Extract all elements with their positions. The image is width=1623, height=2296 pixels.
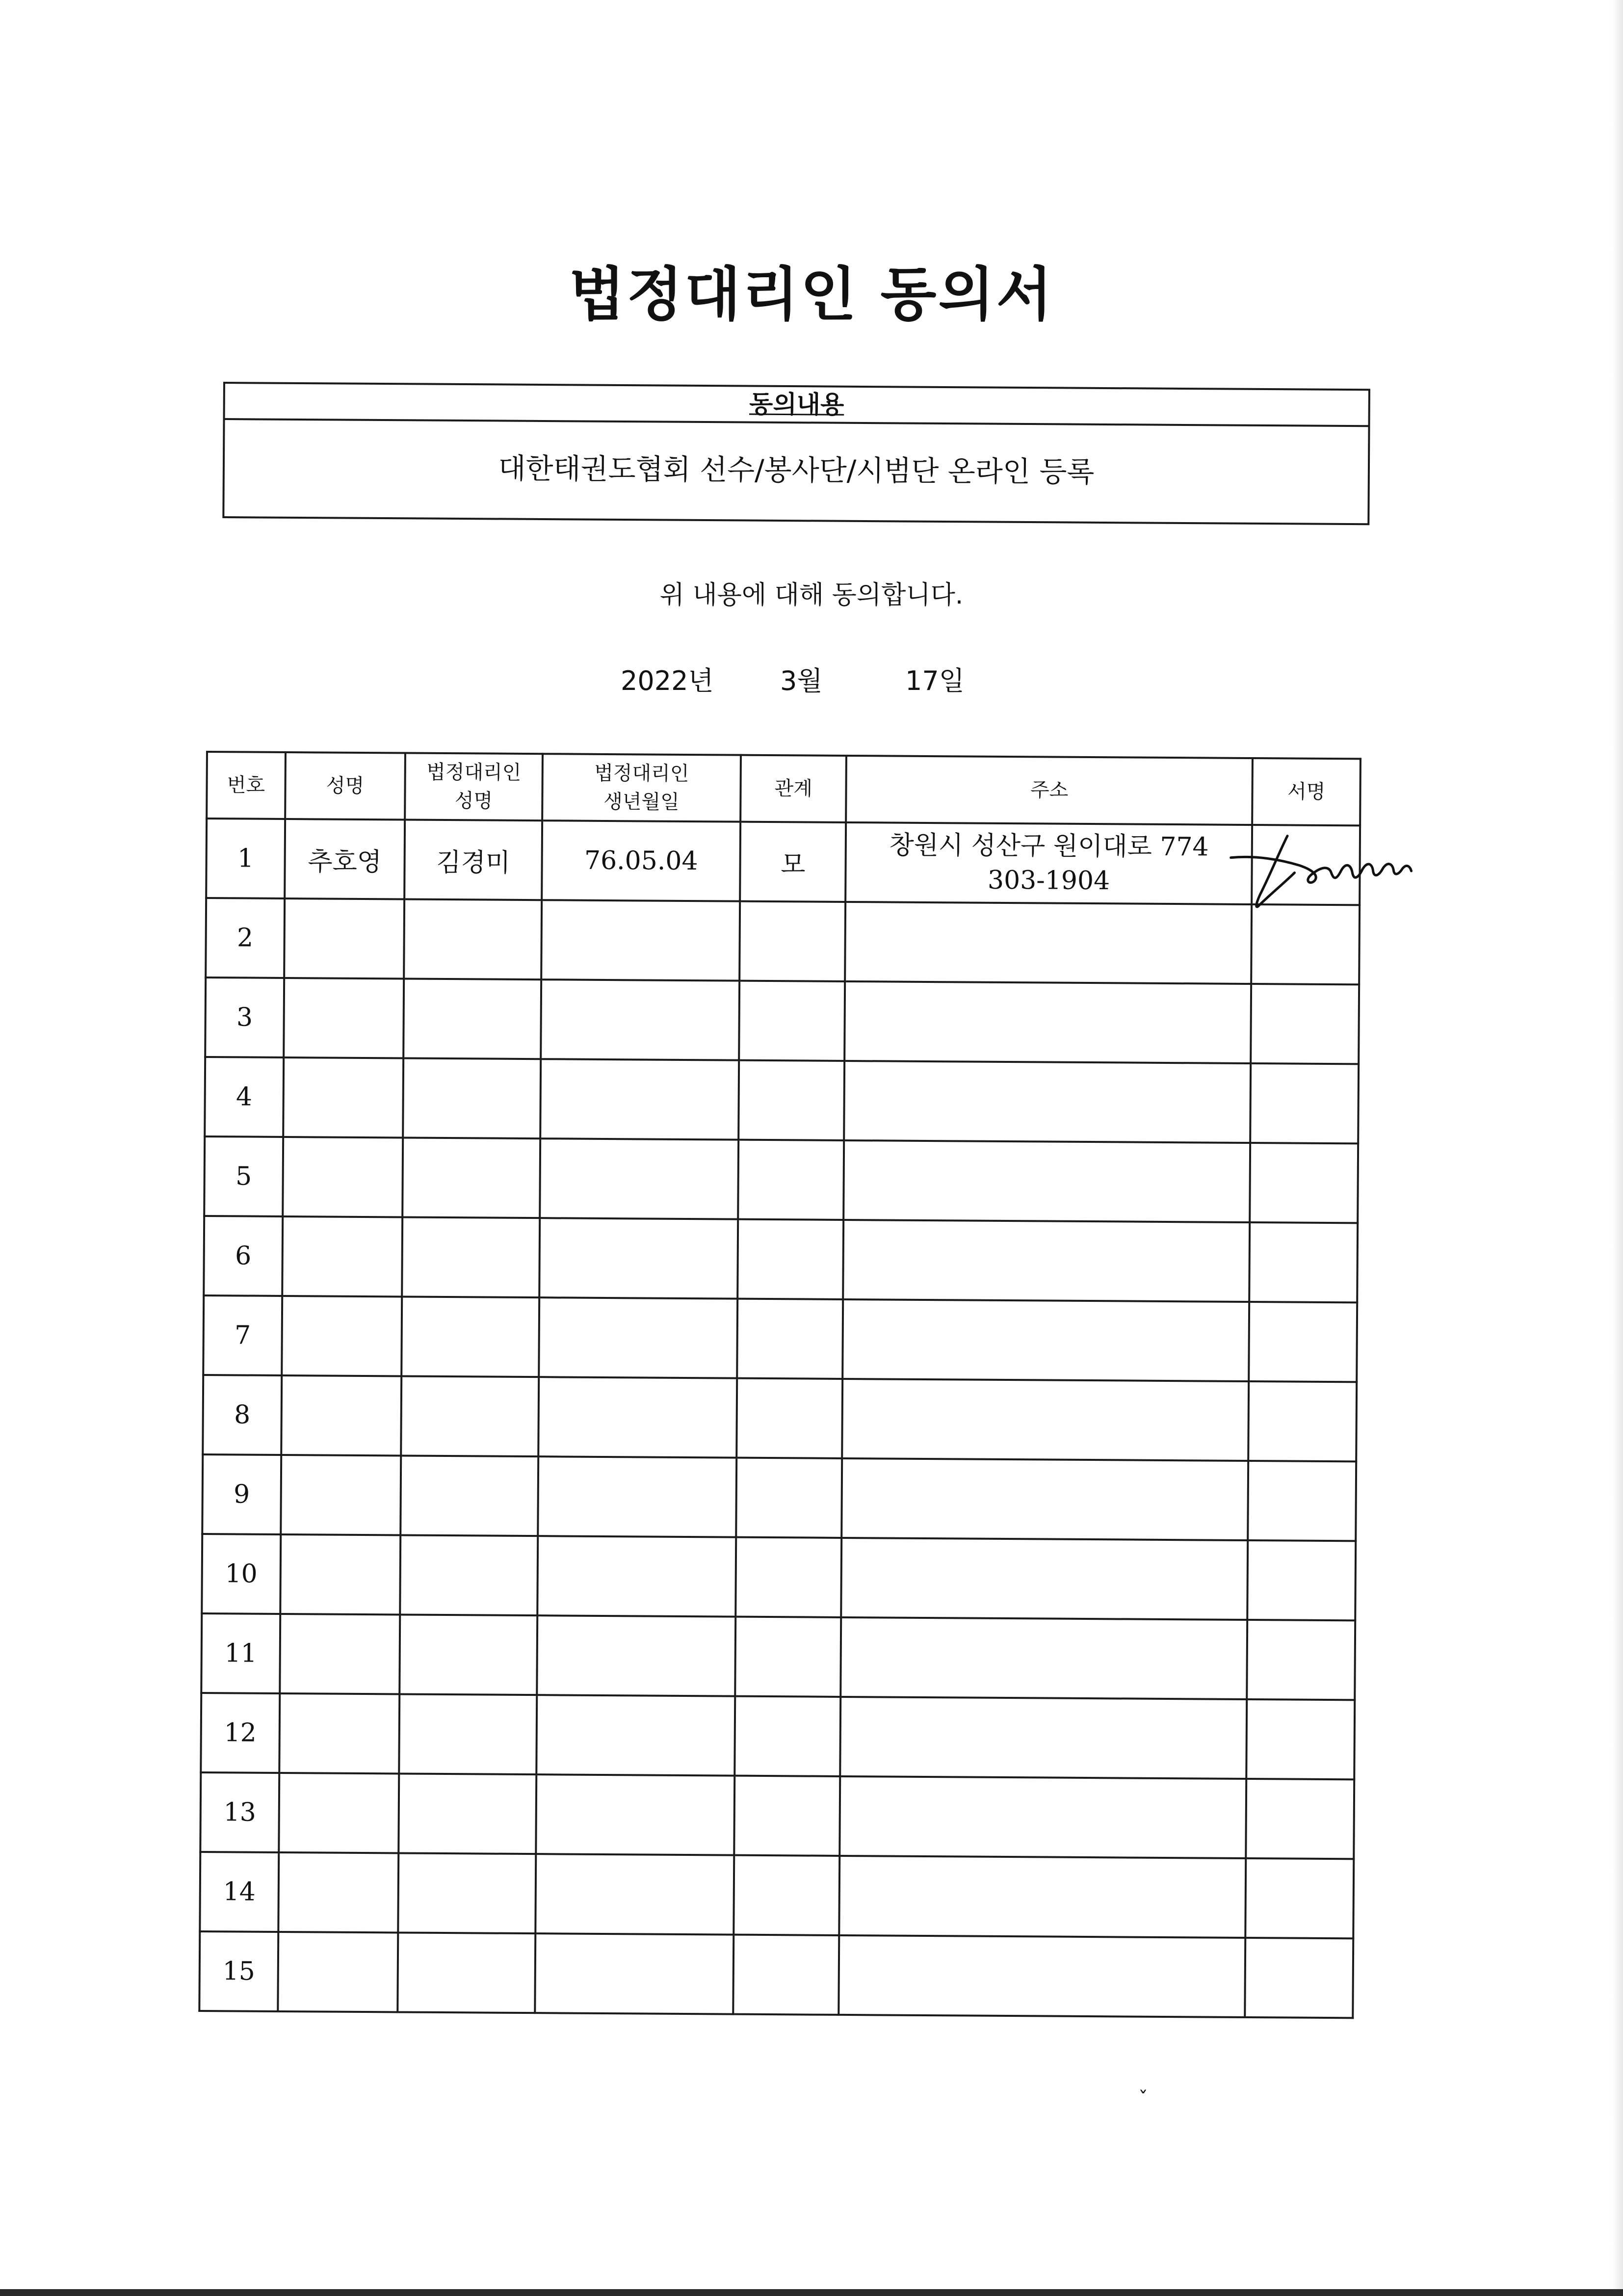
row-signature: [1247, 1699, 1355, 1779]
row-relation: [736, 1458, 842, 1538]
row-relation: [738, 1219, 844, 1299]
row-number: 1: [206, 818, 285, 898]
scan-edge-right: [1612, 0, 1623, 2296]
row-number: 3: [205, 977, 284, 1057]
row-name: [283, 1057, 404, 1137]
document-title: 법정대리인 동의서: [569, 261, 1054, 328]
row-name: 추호영: [285, 819, 405, 899]
agreement-statement: 위 내용에 대해 동의합니다.: [659, 581, 964, 610]
row-address: [842, 1299, 1249, 1381]
row-name: [283, 1137, 403, 1217]
row-rep-birth: [538, 1456, 737, 1537]
row-name: [284, 978, 404, 1058]
row-number: 13: [200, 1772, 279, 1852]
table-row: [206, 898, 1360, 984]
consent-header-label: 동의내용: [749, 390, 844, 419]
row-number: 2: [206, 898, 285, 978]
row-relation: [739, 1060, 845, 1140]
date-year: 2022년: [621, 665, 714, 696]
row-rep-name: [402, 1217, 540, 1297]
row-rep-name: [399, 1773, 536, 1854]
row-rep-birth: [538, 1377, 737, 1457]
header-signature: 서명: [1252, 758, 1360, 825]
row-signature: [1248, 1540, 1356, 1620]
consent-box: [222, 382, 1370, 525]
row-relation: [735, 1696, 841, 1776]
row-rep-birth: [536, 1774, 735, 1855]
footer-mark: ˇ: [1138, 2088, 1148, 2111]
row-signature: [1252, 825, 1361, 905]
row-relation: [738, 1140, 844, 1220]
row-rep-name: [400, 1535, 538, 1615]
header-rep-birth: [542, 754, 741, 821]
row-relation: 모: [740, 822, 846, 902]
row-relation: [733, 1935, 839, 2015]
table-row: [204, 1216, 1358, 1302]
row-address: [842, 1379, 1249, 1461]
row-number: 7: [203, 1295, 282, 1375]
row-number: 6: [204, 1216, 283, 1296]
table-row: [201, 1693, 1355, 1779]
row-rep-name: 김경미: [404, 819, 542, 900]
table-row: [202, 1454, 1356, 1541]
table-row: [203, 1295, 1357, 1382]
row-signature: [1246, 1779, 1355, 1859]
row-name: [279, 1773, 399, 1853]
row-rep-birth: [541, 979, 740, 1060]
row-signature: [1249, 1381, 1357, 1461]
row-rep-birth: [541, 900, 740, 980]
row-number: 11: [201, 1613, 280, 1693]
row-address: [845, 902, 1252, 984]
row-name: [279, 1693, 400, 1773]
table-row: [205, 1057, 1359, 1143]
table-header-row: [207, 752, 1361, 825]
row-address: [839, 1856, 1246, 1938]
row-rep-name: [399, 1694, 537, 1774]
row-signature: [1250, 1143, 1359, 1223]
row-rep-name: [402, 1296, 539, 1377]
row-relation: [734, 1776, 840, 1856]
row-rep-name: [404, 899, 541, 979]
header-number: 번호: [207, 752, 286, 819]
table-row: [204, 1136, 1358, 1223]
table-row: [201, 1613, 1355, 1700]
row-rep-birth: [535, 1854, 734, 1934]
row-name: [278, 1852, 399, 1932]
row-rep-name: [400, 1614, 537, 1695]
row-address: [843, 1140, 1250, 1222]
row-rep-birth: [540, 1138, 739, 1219]
table-row: [199, 1931, 1353, 2018]
row-address: [841, 1458, 1248, 1540]
row-address: [844, 981, 1251, 1063]
row-name: [282, 1296, 402, 1376]
row-rep-name: [403, 1058, 541, 1138]
consent-header: [225, 384, 1368, 427]
row-address: [838, 1935, 1245, 2017]
row-signature: [1250, 1222, 1358, 1302]
row-relation: [735, 1617, 841, 1697]
row-rep-name: [404, 978, 541, 1059]
row-relation: [740, 901, 846, 981]
header-name: 성명: [285, 752, 405, 819]
consent-content: 대한태권도협회 선수/봉사단/시범단 온라인 등록: [498, 451, 1095, 489]
row-rep-name: [403, 1137, 540, 1218]
representative-table: [198, 751, 1361, 2019]
row-name: [281, 1455, 401, 1535]
row-rep-birth: [539, 1297, 738, 1378]
row-number: 5: [204, 1136, 283, 1216]
row-name: [284, 898, 405, 978]
row-address: [844, 1061, 1251, 1143]
row-address: [840, 1617, 1247, 1699]
row-relation: [737, 1299, 843, 1379]
row-rep-birth: 76.05.04: [542, 820, 741, 901]
row-rep-name: [401, 1455, 538, 1536]
row-relation: [739, 981, 845, 1061]
header-rep-name-line1: 법정대리인: [426, 761, 522, 784]
row-number: 15: [199, 1931, 278, 2011]
row-number: 14: [200, 1852, 279, 1932]
row-rep-birth: [539, 1218, 738, 1298]
row-signature: [1249, 1302, 1358, 1382]
header-rep-name-line2: 성명: [454, 790, 493, 813]
row-rep-birth: [537, 1615, 736, 1696]
table-row: [200, 1772, 1354, 1859]
row-relation: [736, 1537, 842, 1617]
header-rep-birth-line1: 법정대리인: [594, 762, 689, 786]
scan-edge-bottom: [0, 2289, 1623, 2296]
table-row: [205, 977, 1359, 1064]
row-address: [843, 1220, 1250, 1302]
row-signature: [1245, 1938, 1354, 2018]
row-signature: [1246, 1858, 1354, 1938]
row-relation: [737, 1378, 843, 1458]
row-signature: [1248, 1461, 1357, 1541]
table-row: [206, 818, 1360, 905]
row-number: 8: [203, 1375, 282, 1455]
row-address: [840, 1697, 1247, 1779]
header-address: 주소: [846, 756, 1253, 825]
row-name: [280, 1614, 400, 1694]
row-number: 9: [202, 1454, 281, 1534]
row-address-line1: 창원시 성산구 원이대로 774: [889, 830, 1209, 862]
row-name: [280, 1534, 401, 1614]
header-rep-birth-line2: 생년월일: [603, 790, 680, 814]
row-relation: [734, 1855, 840, 1935]
row-rep-name: [401, 1376, 539, 1456]
handwritten-signature: [1240, 821, 1476, 930]
row-number: 4: [205, 1057, 284, 1137]
row-address: [845, 822, 1252, 904]
row-number: 10: [202, 1534, 281, 1614]
row-address: [841, 1538, 1248, 1620]
table-row: [203, 1375, 1357, 1461]
row-rep-birth: [537, 1536, 736, 1616]
row-rep-name: [398, 1932, 535, 2013]
date-day: 17일: [905, 665, 965, 696]
header-rep-name: [405, 753, 542, 820]
row-rep-birth: [536, 1695, 735, 1775]
date-month: 3월: [780, 665, 823, 696]
row-signature: [1247, 1620, 1356, 1700]
row-rep-birth: [535, 1933, 734, 2014]
row-address-line2: 303-1904: [987, 865, 1110, 896]
header-relation: 관계: [741, 755, 846, 822]
row-number: 12: [201, 1693, 280, 1773]
row-name: [282, 1216, 403, 1296]
row-rep-name: [398, 1853, 536, 1933]
row-signature: [1251, 1063, 1359, 1143]
row-signature: [1251, 984, 1360, 1064]
row-address: [839, 1776, 1246, 1858]
row-name: [281, 1375, 402, 1455]
row-name: [278, 1932, 398, 2012]
row-rep-birth: [540, 1059, 739, 1139]
table-row: [202, 1534, 1356, 1620]
table-row: [200, 1852, 1354, 1938]
